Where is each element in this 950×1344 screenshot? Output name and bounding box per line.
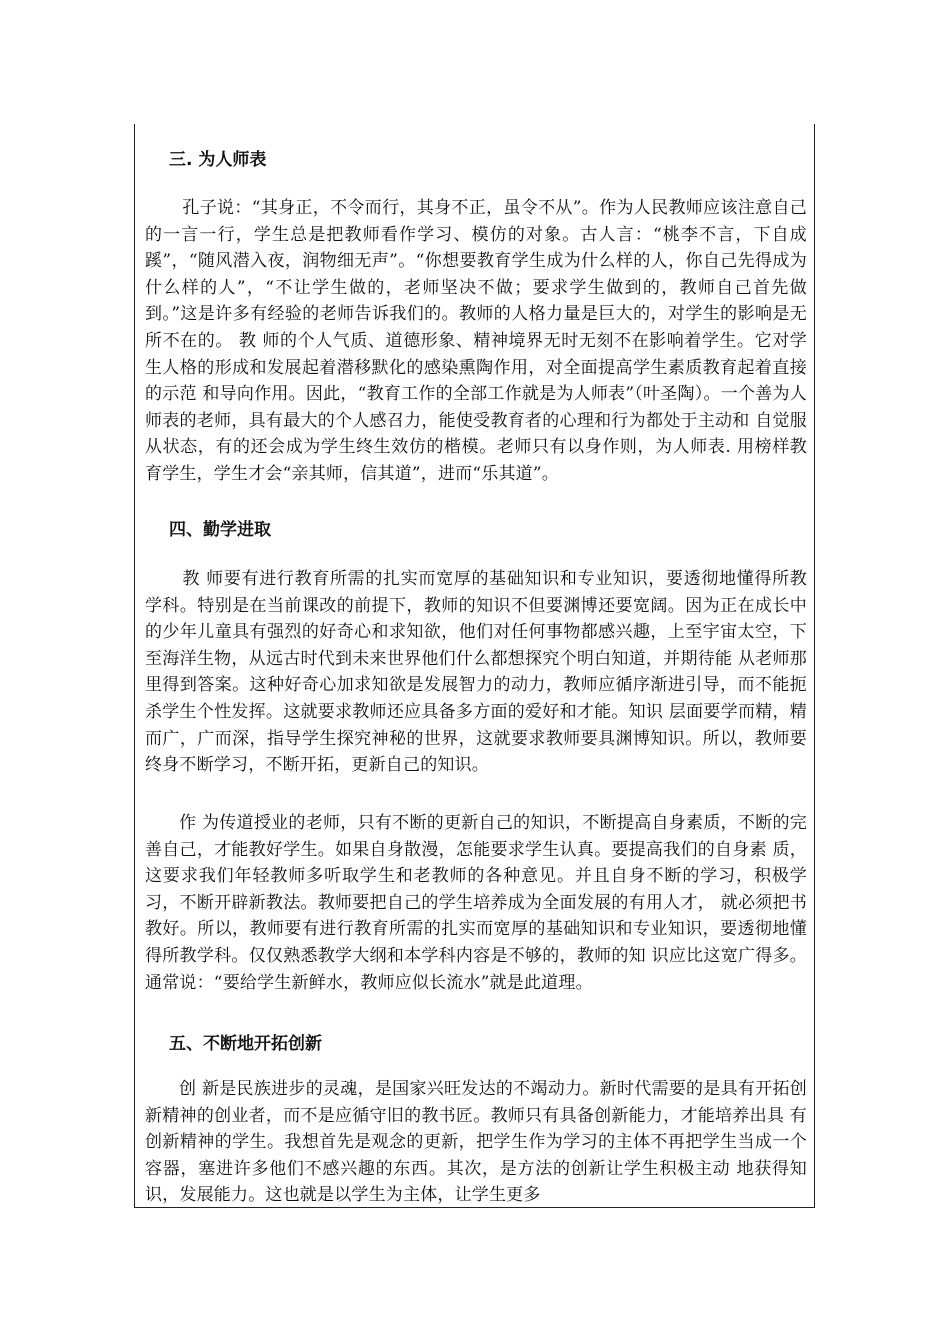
section-3-paragraph-1: 孔子说：“其身正，不令而行，其身不正，虽令不从”。作为人民教师应该注意自己的一言一行，学生总是把教师看作学习、模仿的对象。古人言：“桃李不言，下自成蹊”，“随风潜入夜，润物细无声”。“你想要教育学生成为什么样的人，你自己先得成为什么样的人”，“不让学生做的，老师坚决不做；要求学生做到的，教师自己首先做到。”这是许多有经验的老师告诉我们的。教师的人格力量是巨大的，对学生的影响是无所不在的。 教 师的个人气质、道德形象、精神境界无时无刻不在影响着学生。它对学生人格的形成和发展起着潜移默化的感染熏陶作用，对全面提高学生素质教育起着直接的示范 和导向作用。因此，“教育工作的全部工作就是为人师表”（叶圣陶）。一个善为人师表的老师，具有最大的个人感召力，能使受教育者的心理和行为都处于主动和 自觉服从状态，有的还会成为学生终生效仿的楷模。老师只有以身作则，为人师表. 用榜样教育学生，学生才会“亲其师，信其道”，进而“乐其道”。	[145, 198, 807, 484]
section-heading-5: 五、不断地开拓创新	[169, 1034, 322, 1054]
section-heading-3: 三. 为人师表	[169, 150, 267, 170]
section-4-paragraph-2: 作 为传道授业的老师，只有不断的更新自己的知识，不断提高自身素质，不断的完善自己，才能教好学生。如果自身散漫，怎能要求学生认真。要提高我们的自身素 质，这要求我们年轻教师多听取学生和老教师的各种意见。并且自身不断的学习，积极学习，不断开辟新教法。教师要把自己的学生培养成为全面发展的有用人才， 就必须把书教好。所以，教师要有进行教育所需的扎实而宽厚的基础知识和专业知识，要透彻地懂得所教学科。仅仅熟悉教学大纲和本学科内容是不够的，教师的知 识应比这宽广得多。通常说：“要给学生新鲜水，教师应似长流水”就是此道理。	[145, 813, 807, 993]
section-heading-4: 四、勤学进取	[169, 520, 271, 540]
section-5-paragraph-1: 创 新是民族进步的灵魂，是国家兴旺发达的不竭动力。新时代需要的是具有开拓创新精神的创业者，而不是应循守旧的教书匠。教师只有具备创新能力，才能培养出具 有创新精神的学生。我想首先是观念的更新，把学生作为学习的主体不再把学生当成一个容器，塞进许多他们不感兴趣的东西。其次，是方法的创新让学生积极主动 地获得知识，发展能力。这也就是以学生为主体，让学生更多	[145, 1079, 807, 1206]
section-4-paragraph-1: 教 师要有进行教育所需的扎实而宽厚的基础知识和专业知识，要透彻地懂得所教学科。特别是在当前课改的前提下，教师的知识不但要渊博还要宽阔。因为正在成长中 的少年儿童具有强烈的好奇心和求知欲，他们对任何事物都感兴趣，上至宇宙太空，下至海洋生物，从远古时代到未来世界他们什么都想探究个明白知道，并期待能 从老师那里得到答案。这种好奇心加求知欲是发展智力的动力，教师应循序渐进引导，而不能扼杀学生个性发挥。这就要求教师还应具备多方面的爱好和才能。知识 层面要学而精，精而广，广而深，指导学生探究神秘的世界，这就要求教师要具渊博知识。所以，教师要终身不断学习，不断开拓，更新自己的知识。	[145, 569, 807, 776]
